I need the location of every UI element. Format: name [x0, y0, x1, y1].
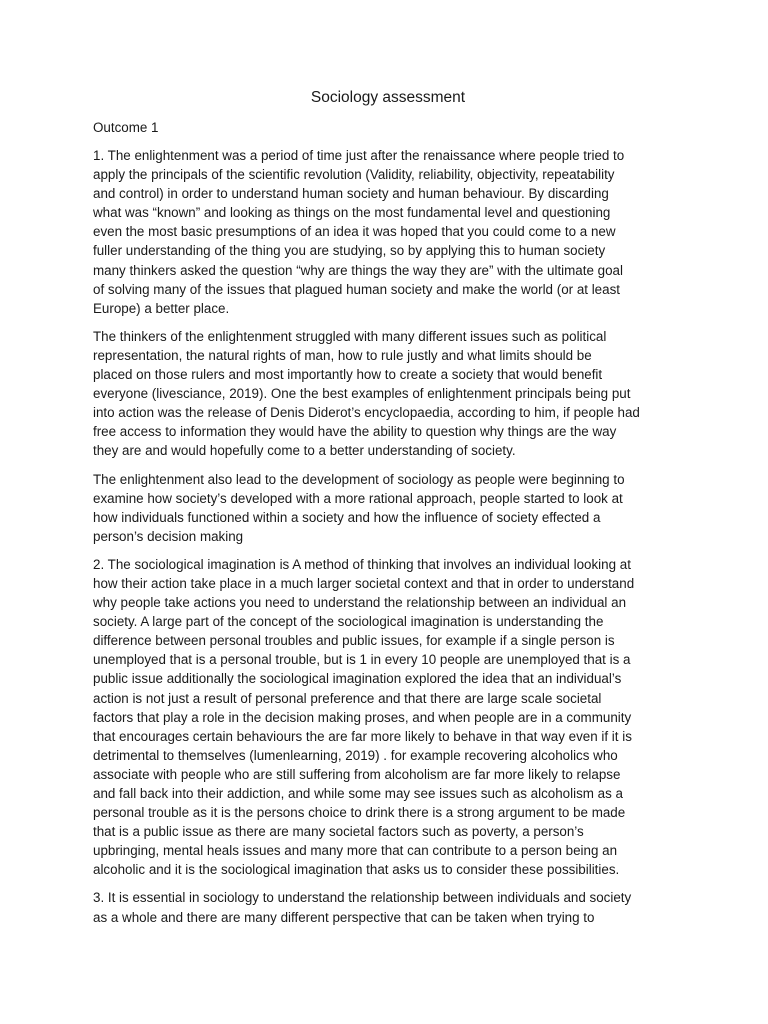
paragraph	[93, 146, 683, 318]
paragraph-line: many thinkers asked the question “why are things the way they are” with the ultimate goal	[93, 262, 623, 278]
paragraph-line: alcoholic and it is the sociological imagination that asks us to consider these possibilities.	[93, 862, 620, 878]
paragraph-line: free access to information they would have the ability to question why things are the way	[93, 424, 617, 440]
paragraph-line: public issue additionally the sociological imagination explored the idea that an individual’s	[93, 671, 622, 687]
paragraph	[93, 327, 683, 461]
outcome-heading: Outcome 1	[93, 120, 159, 135]
paragraph-line: action is not just a result of personal preference and that there are large scale societal	[93, 690, 602, 706]
paragraph-line: they are and would hopefully come to a better understanding of society.	[93, 443, 516, 459]
paragraph-line: detrimental to themselves (lumenlearning, 2019) . for example recovering alcoholics who	[93, 747, 618, 763]
paragraph-list	[93, 146, 683, 927]
paragraph-line: of solving many of the issues that plagued human society and make the world (or at least	[93, 281, 620, 297]
paragraph-line: 2. The sociological imagination is A method of thinking that involves an individual looking at	[93, 556, 631, 572]
document-title: Sociology assessment	[310, 89, 466, 106]
paragraph-line: as a whole and there are many different perspective that can be taken when trying to	[93, 909, 595, 925]
paragraph-line: upbringing, mental heals issues and many more that can contribute to a person being an	[93, 843, 618, 859]
paragraph-line: associate with people who are still suffering from alcoholism are far more likely to relapse	[93, 766, 621, 782]
paragraph-line: 3. It is essential in sociology to understand the relationship between individuals and society	[93, 890, 632, 906]
paragraph-line: how individuals functioned within a society and how the influence of society effected a	[93, 509, 601, 525]
paragraph-line: even the most basic presumptions of an idea it was hoped that you could come to a new	[93, 224, 616, 240]
paragraph-line: that encourages certain behaviours the are far more likely to behave in that way even if it is	[93, 728, 632, 744]
paragraph-line: 1. The enlightenment was a period of time just after the renaissance where people tried to	[93, 148, 625, 163]
paragraph-line: what was “known” and looking as things on the most fundamental level and questioning	[93, 205, 611, 221]
paragraph-line: apply the principals of the scientific revolution (Validity, reliability, objectivity, repeatability	[93, 167, 615, 183]
paragraph-line: unemployed that is a personal trouble, but is 1 in every 10 people are unemployed that is a	[93, 652, 631, 668]
paragraph-line: representation, the natural rights of man, how to rule justly and what limits should be	[93, 347, 592, 363]
paragraph-line: factors that play a role in the decision making proses, and when people are in a community	[93, 709, 632, 725]
paragraph-line: how their action take place in a much larger societal context and that in order to understand	[93, 575, 635, 591]
paragraph	[93, 470, 683, 546]
document-body	[93, 86, 683, 936]
paragraph-line: why people take actions you need to understand the relationship between an individual an	[93, 595, 627, 611]
paragraph-line: personal trouble as it is the persons choice to drink there is a strong argument to be made	[93, 805, 626, 821]
paragraph-line: Europe) a better place.	[93, 300, 230, 316]
paragraph-line: and fall back into their addiction, and while some may see issues such as alcoholism as a	[93, 786, 623, 801]
paragraph	[93, 888, 683, 926]
paragraph-line: placed on those rulers and most importantly how to create a society that would benefit	[93, 367, 603, 383]
paragraph-line: The enlightenment also lead to the development of sociology as people were beginning to	[93, 471, 625, 487]
paragraph-line: society. A large part of the concept of the sociological imagination is understanding the	[93, 614, 604, 630]
paragraph-line: difference between personal troubles and public issues, for example if a single person is	[93, 633, 615, 649]
paragraph-line: examine how society’s developed with a more rational approach, people started to look at	[93, 490, 623, 506]
paragraph-line: everyone (livesciance, 2019). One the best examples of enlightenment principals being put	[93, 386, 631, 402]
paragraph-line: The thinkers of the enlightenment struggled with many different issues such as political	[93, 328, 607, 344]
paragraph-line: fuller understanding of the thing you are studying, so by applying this to human society	[93, 243, 606, 259]
paragraph-line: into action was the release of Denis Diderot’s encyclopaedia, according to him, if people had	[93, 405, 640, 421]
paragraph-line: person’s decision making	[93, 528, 244, 544]
paragraph-line: and control) in order to understand human society and human behaviour. By discarding	[93, 186, 609, 202]
paragraph-line: that is a public issue as there are many societal factors such as poverty, a person’s	[93, 824, 584, 840]
paragraph	[93, 555, 683, 880]
